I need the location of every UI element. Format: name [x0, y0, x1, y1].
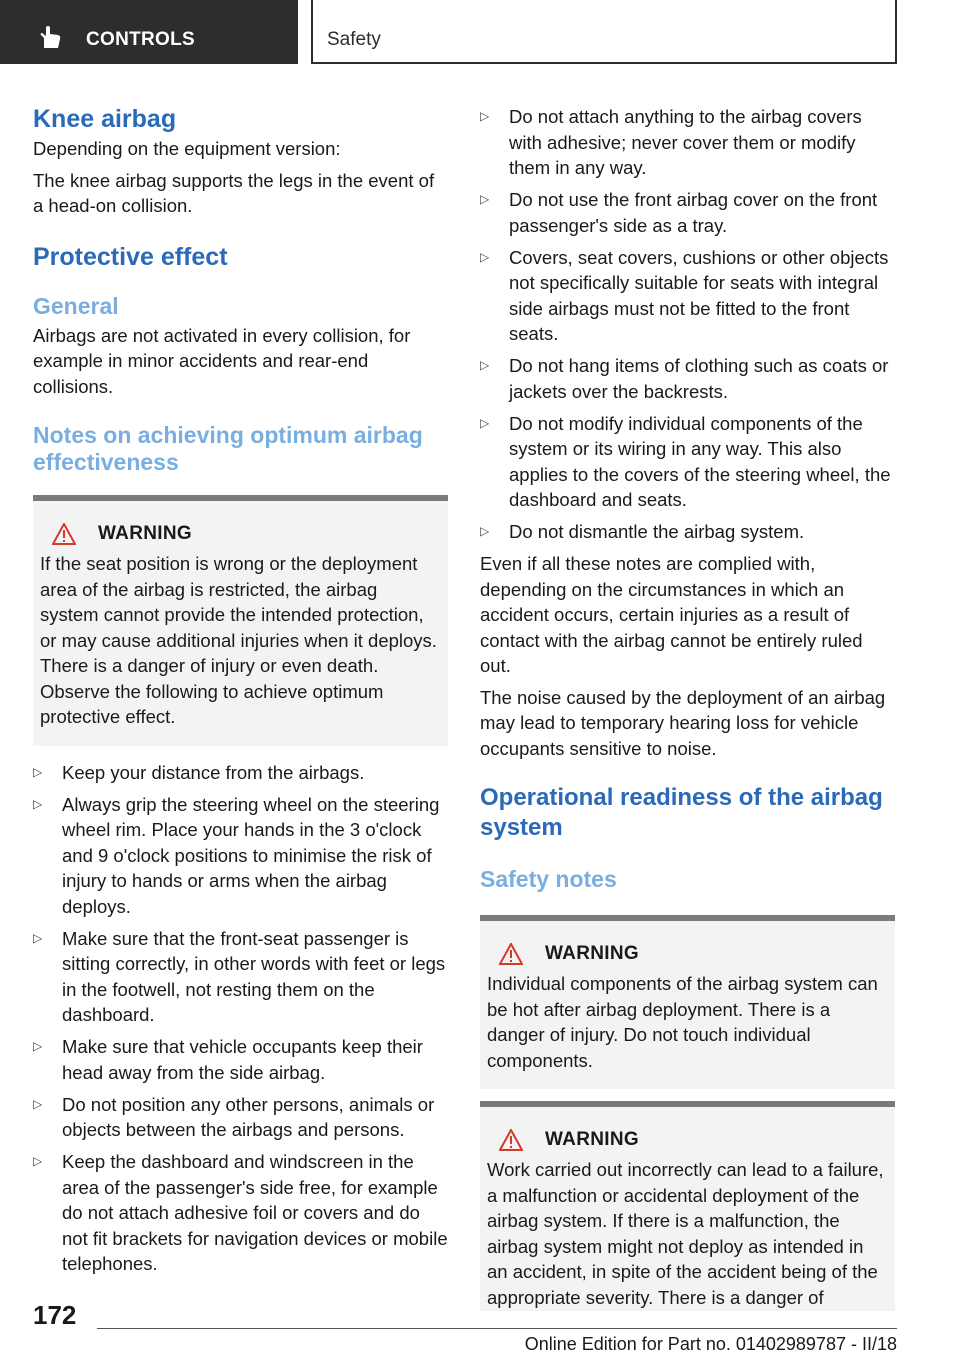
warning-title-row — [487, 1129, 888, 1151]
knee-airbag-equipment-note: Depending on the equipment version: — [33, 138, 341, 159]
list-item: ▷ Do not position any other persons, animals or objects between the airbags and persons. — [33, 1092, 448, 1143]
warning-title-row — [487, 943, 888, 965]
notes-heading: Notes on achieving optimum airbag effectiveness — [33, 422, 423, 475]
edition-note: Online Edition for Part no. 01402989787 - II/18 — [524, 1334, 897, 1354]
right-paragraph-1: Even if all these notes are complied with, depending on the circumstances in which an accident occurs, certain injuries as a result of contact with the airbag cannot be entirely ruled out. — [480, 553, 863, 676]
left-column — [33, 100, 448, 1283]
page-number: 172 — [33, 1300, 77, 1330]
right-bullet-list — [480, 104, 895, 545]
warning-text: Individual components of the airbag system can be hot after airbag deployment. There is a danger of injury. Do not touch individual components. — [487, 973, 878, 1071]
list-item: ▷ Make sure that vehicle occupants keep their head away from the side airbag. — [33, 1034, 448, 1085]
section-header — [311, 0, 897, 64]
warning-text: If the seat position is wrong or the deployment area of the airbag is restricted, the airbag system cannot provide the intended protection, or may cause additional injuries when it deploys. There is a danger of injury or even death. Observe the following to achieve optimum protective effect. — [40, 553, 437, 727]
warning-title: WARNING — [545, 1129, 639, 1150]
footer-divider — [97, 1328, 897, 1329]
left-bullet-list — [33, 760, 448, 1277]
warning-triangle-icon — [52, 523, 76, 545]
knee-airbag-description: The knee airbag supports the legs in the event of a head-on collision. — [33, 169, 435, 216]
warning-title: WARNING — [98, 523, 192, 544]
list-item: ▷ Always grip the steering wheel on the steering wheel rim. Place your hands in the 3 o'clock and 9 o'clock positions to minimise the risk of injury to hands or arms when the airbag deploys. — [33, 792, 448, 920]
list-item: ▷ Do not use the front airbag cover on the front passenger's side as a tray. — [480, 187, 895, 238]
chapter-tab[interactable] — [0, 0, 298, 64]
safety-notes-heading: Safety notes — [480, 866, 617, 892]
list-item: ▷ Do not modify individual components of the system or its wiring in any way. This also applies to the covers of the steering wheel, the dashboard and seats. — [480, 411, 895, 513]
warning-title: WARNING — [545, 943, 639, 964]
right-column — [480, 100, 895, 1311]
warning-triangle-icon — [499, 943, 523, 965]
list-item: ▷ Do not hang items of clothing such as coats or jackets over the backrests. — [480, 353, 895, 404]
right-paragraph-2: The noise caused by the deployment of an airbag may lead to temporary hearing loss for vehicle occupants sensitive to noise. — [480, 686, 886, 759]
knee-airbag-heading: Knee airbag — [33, 105, 177, 133]
operational-readiness-heading: Operational readiness of the airbag system — [480, 784, 883, 841]
list-item: ▷ Covers, seat covers, cushions or other objects not specifically suitable for seats with integral side airbags must not be fitted to the front seats. — [480, 245, 895, 347]
general-heading: General — [33, 292, 119, 319]
section-header-label: Safety — [327, 29, 381, 50]
warning-box-3 — [480, 1101, 895, 1311]
warning-text: Work carried out incorrectly can lead to a failure, a malfunction or accidental deployment of the airbag system. If there is a malfunction, the airbag system might not deploy as intended in an accident, in spite of the accident being of the appropriate severity. There is a danger of — [487, 1159, 884, 1308]
list-item: ▷ Keep the dashboard and windscreen in the area of the passenger's side free, for example do not attach adhesive foil or covers and do not fit brackets for navigation devices or mobile telephones. — [33, 1149, 448, 1277]
warning-box-2 — [480, 915, 895, 1089]
general-paragraph: Airbags are not activated in every collision, for example in minor accidents and rear-end collisions. — [33, 324, 411, 397]
warning-box-1 — [33, 495, 448, 746]
list-item: ▷ Make sure that the front-seat passenger is sitting correctly, in other words with feet or legs in the footwell, not resting them on the dashboard. — [33, 926, 448, 1028]
list-item: ▷ Do not attach anything to the airbag covers with adhesive; never cover them or modify them in any way. — [480, 104, 895, 181]
hand-pointer-icon — [38, 26, 64, 50]
list-item: ▷ Do not dismantle the airbag system. — [480, 519, 895, 545]
warning-triangle-icon — [499, 1129, 523, 1151]
protective-effect-heading: Protective effect — [33, 242, 228, 271]
warning-title-row — [40, 523, 441, 545]
chapter-tab-label: CONTROLS — [86, 29, 196, 50]
list-item: ▷ Keep your distance from the airbags. — [33, 760, 448, 786]
